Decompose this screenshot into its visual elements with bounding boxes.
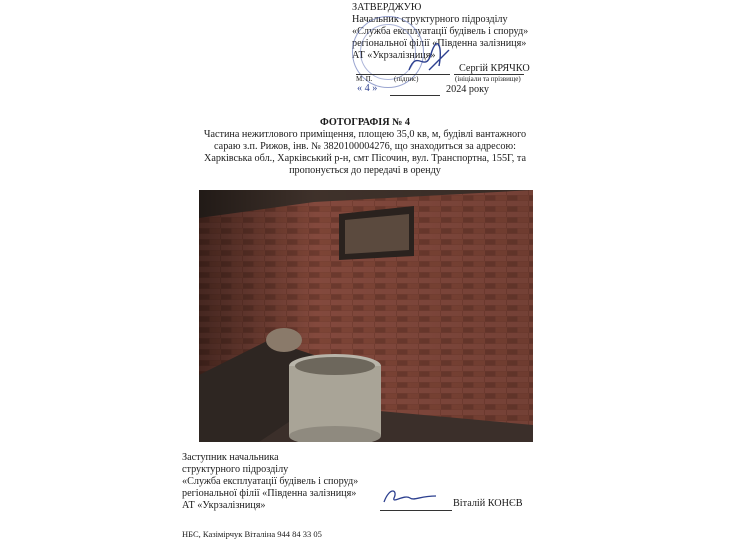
footer-line-1: Заступник начальника	[182, 452, 279, 463]
footer-line-5: АТ «Укрзалізниця»	[182, 500, 266, 511]
approval-line-1: Начальник структурного підрозділу	[352, 14, 508, 25]
approval-date: « 4 »	[357, 83, 378, 94]
approval-year: 2024 року	[446, 84, 490, 95]
approval-line-3: регіональної філії «Південна залізниця»	[352, 38, 527, 49]
photo-title: ФОТОГРАФІЯ № 4	[320, 117, 410, 128]
footer-signature-icon	[380, 484, 440, 508]
room-photo	[199, 190, 533, 442]
description-line-1: Частина нежитлового приміщення, площею 35,0 кв, м, будівлі вантажного	[203, 129, 527, 140]
description-line-3: Харківська обл., Харківський р-н, смт Пісочин, вул. Транспортна, 155Г, та	[204, 153, 526, 164]
caption-signature: (підпис)	[394, 75, 419, 83]
footer-line-3: «Служба експлуатації будівель і споруд»	[182, 476, 359, 487]
date-month-line	[390, 95, 440, 96]
footer-line-4: регіональної філії «Південна залізниця»	[182, 488, 357, 499]
approval-signer-name: Сергій КРЯЧКО	[459, 63, 530, 74]
caption-mp: М. П.	[356, 75, 373, 83]
approval-line-4: АТ «Укрзалізниця»	[352, 50, 436, 61]
description-line-4: пропонується до передачі в оренду	[289, 165, 441, 176]
caption-name: (ініціали та прізвище)	[455, 75, 521, 83]
description-line-2: сараю з.п. Рижов, інв. № 3820100004276, що знаходиться за адресою:	[214, 141, 516, 152]
executor-info: НБС, Казімірчук Віталіна 944 84 33 05	[182, 529, 322, 539]
footer-signer-name: Віталій КОНЄВ	[453, 498, 523, 509]
approval-title: ЗАТВЕРДЖУЮ	[352, 2, 422, 13]
footer-signature-line	[380, 510, 452, 511]
footer-line-2: структурного підрозділу	[182, 464, 289, 475]
approval-line-2: «Служба експлуатації будівель і споруд»	[352, 26, 529, 37]
